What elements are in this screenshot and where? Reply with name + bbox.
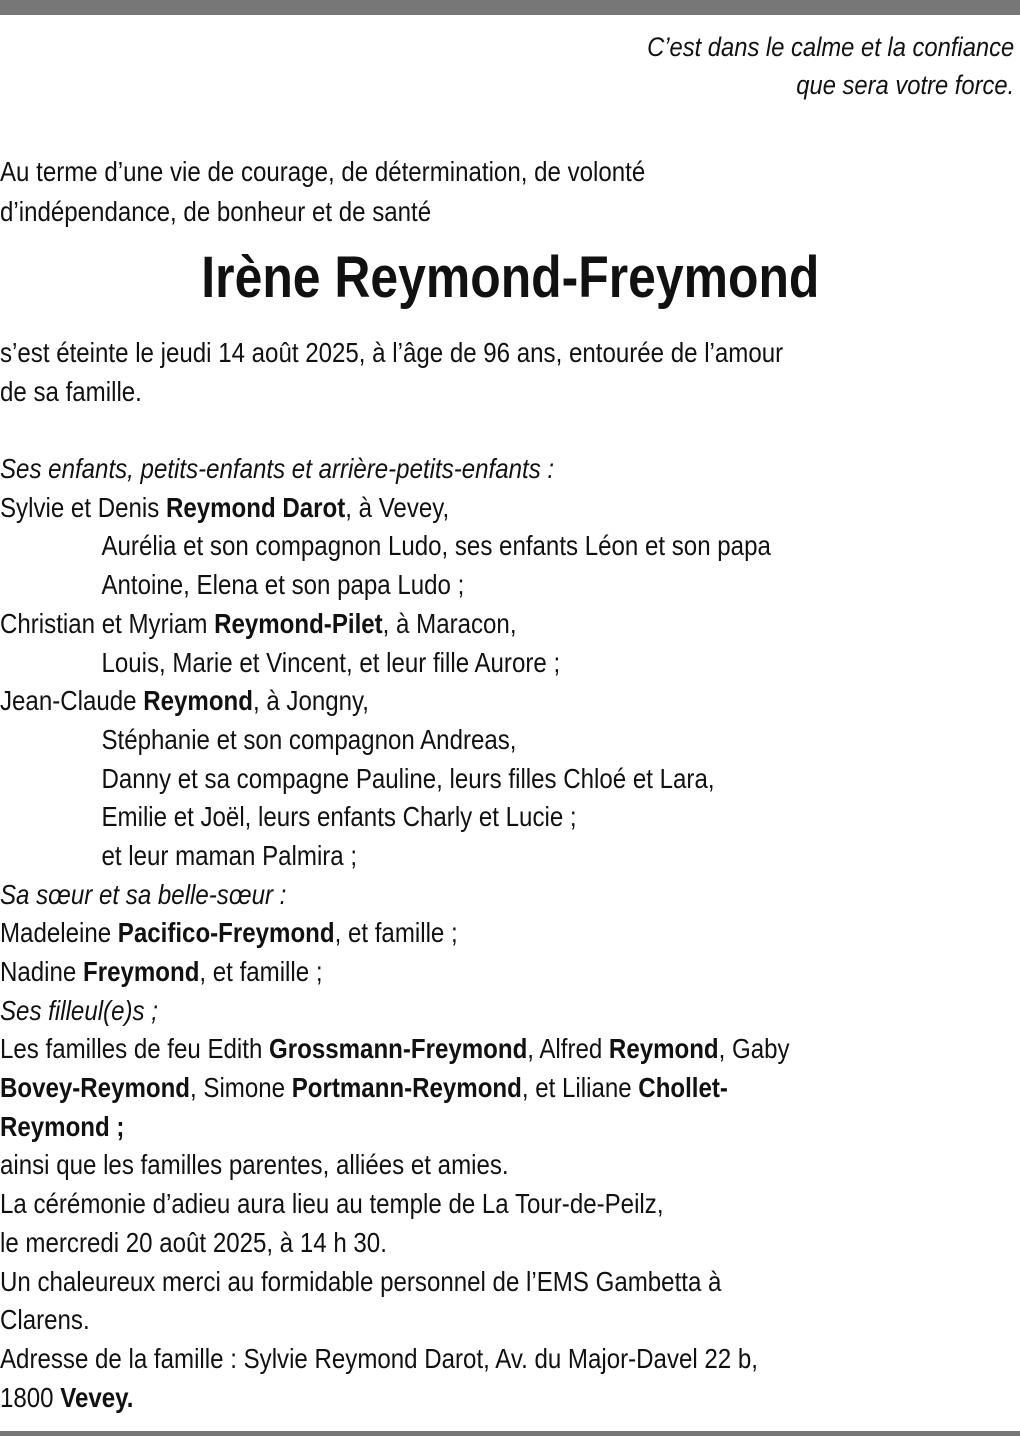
family-sub-line: Emilie et Joël, leurs enfants Charly et Lucie ; [101, 801, 577, 833]
family-sub-line: et leur maman Palmira ; [101, 839, 358, 871]
relatives-line: ainsi que les familles parentes, alliées et amies. [0, 1149, 509, 1181]
surname: Chollet- [638, 1072, 728, 1104]
deceased-name [0, 238, 1020, 318]
sisters-heading: Sa sœur et sa belle-sœur : [0, 878, 287, 910]
text: , Simone [190, 1072, 292, 1104]
quote-line: C’est dans le calme et la confiance [646, 32, 1014, 62]
surname: Reymond [143, 685, 253, 717]
surname: Pacifico-Freymond [117, 917, 335, 949]
text: Christian et Myriam [0, 607, 215, 639]
family-member-line [0, 605, 790, 644]
text: Jean-Claude [0, 685, 144, 717]
surname: Portmann-Reymond [291, 1072, 522, 1104]
family-sub-line: Aurélia et son compagnon Ludo, ses enfants Léon et son papa [101, 530, 771, 562]
children-heading: Ses enfants, petits-enfants et arrière-petits-enfants : [0, 453, 555, 485]
text: , et Liliane [521, 1072, 639, 1104]
text: , et famille ; [334, 917, 458, 949]
family-sub-line: Antoine, Elena et son papa Ludo ; [101, 569, 465, 601]
announcement-line: s’est éteinte le jeudi 14 août 2025, à l’âge de 96 ans, entourée de l’amour [0, 337, 784, 368]
surname: Reymond [608, 1033, 719, 1065]
text: , à Jongny, [252, 685, 369, 717]
surname: Reymond-Pilet [214, 607, 383, 639]
announcement-line: de sa famille. [0, 375, 142, 407]
surname: Freymond [83, 956, 200, 987]
family-member-line [0, 914, 790, 953]
family-sub-line: Danny et sa compagne Pauline, leurs filles Chloé et Lara, [101, 762, 715, 794]
family-member-line [0, 953, 790, 992]
surname: Reymond ; [0, 1110, 125, 1142]
notice-body [0, 334, 790, 1417]
text: Sylvie et Denis [0, 491, 166, 523]
ceremony-line: La cérémonie d’adieu aura lieu au temple de La Tour-de-Peilz, [0, 1188, 664, 1220]
families-line [0, 1030, 790, 1069]
thanks-line: Un chaleureux merci au formidable personnel de l’EMS Gambetta à [0, 1265, 722, 1297]
spacer [0, 411, 790, 450]
family-member-line [0, 489, 790, 528]
text: , à Vevey, [345, 491, 450, 523]
surname: Bovey-Reymond [0, 1072, 191, 1104]
text: Nadine [0, 956, 84, 987]
families-line [0, 1069, 790, 1108]
surname: Grossmann-Freymond [269, 1033, 528, 1065]
text: 1800 [0, 1381, 61, 1413]
deceased-name-text: Irène Reymond-Freymond [200, 245, 820, 310]
family-sub-line: Louis, Marie et Vincent, et leur fille Aurore ; [101, 646, 561, 678]
bottom-rule [0, 1431, 1020, 1436]
text: , Alfred [527, 1033, 609, 1065]
families-line [0, 1108, 790, 1147]
surname: Reymond Darot [165, 491, 346, 523]
text: Madeleine [0, 917, 118, 949]
ceremony-line: le mercredi 20 août 2025, à 14 h 30. [0, 1226, 387, 1258]
family-sub-line: Stéphanie et son compagnon Andreas, [101, 723, 517, 755]
family-member-line [0, 682, 790, 721]
top-rule [0, 0, 1020, 15]
city: Vevey. [60, 1381, 134, 1413]
thanks-line: Clarens. [0, 1304, 90, 1336]
quote-line: que sera votre force. [796, 70, 1014, 100]
epigraph-quote [647, 28, 1014, 104]
intro-line: Au terme d’une vie de courage, de détermination, de volonté [0, 156, 646, 187]
text: , et famille ; [199, 956, 323, 987]
text: Les familles de feu Edith [0, 1033, 270, 1065]
intro-line: d’indépendance, de bonheur et de santé [0, 196, 432, 227]
address-line: Adresse de la famille : Sylvie Reymond Darot, Av. du Major-Davel 22 b, [0, 1342, 758, 1374]
text: , Gaby [718, 1033, 790, 1065]
text: , à Maracon, [382, 607, 517, 639]
godchildren-heading: Ses filleul(e)s ; [0, 994, 158, 1026]
intro-text [0, 152, 645, 232]
address-line [0, 1379, 790, 1418]
